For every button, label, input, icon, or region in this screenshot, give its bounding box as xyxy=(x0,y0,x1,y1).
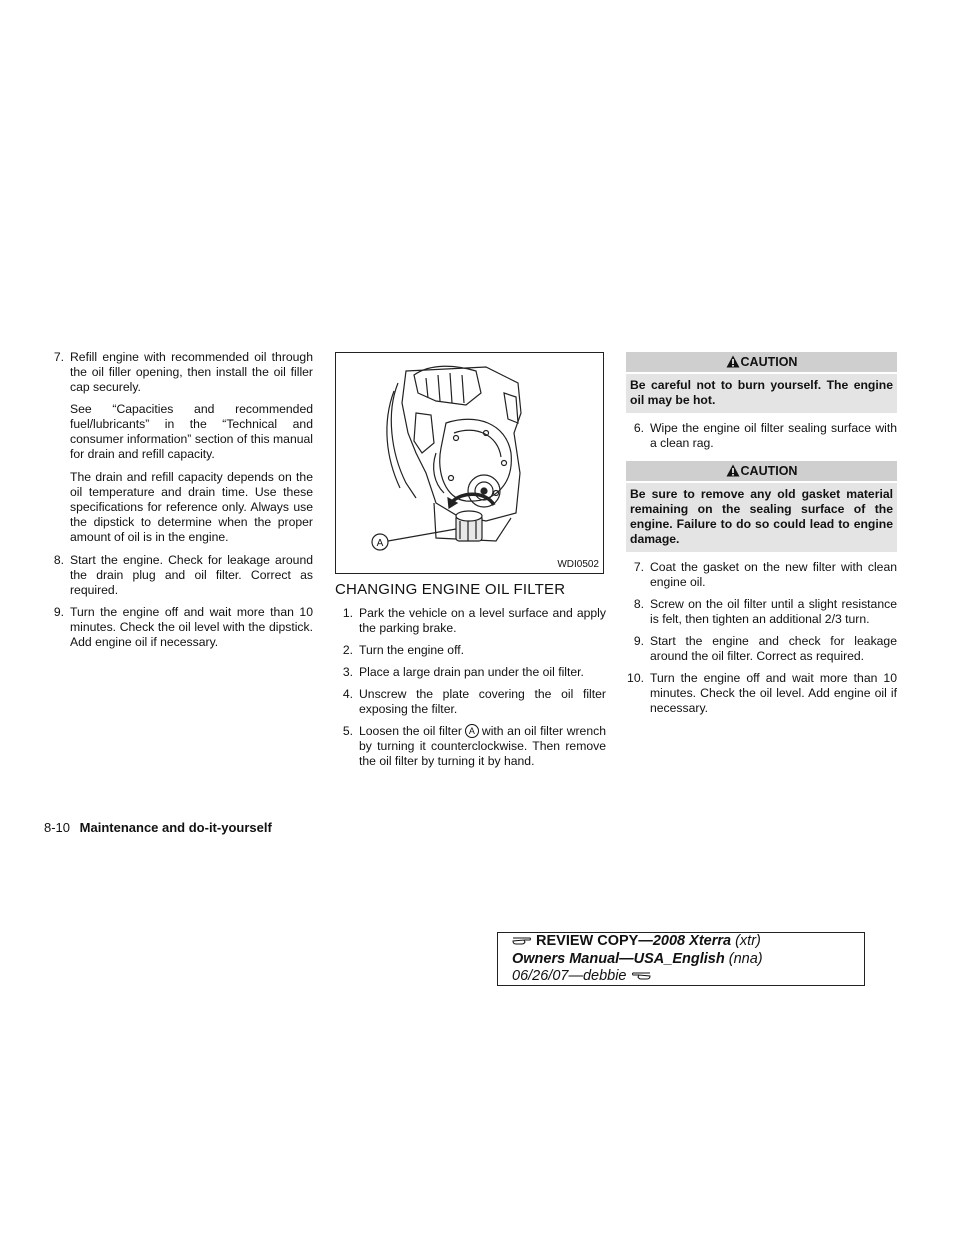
warning-triangle-icon xyxy=(726,354,740,374)
callout-label-a: A xyxy=(376,538,384,549)
step-10 xyxy=(626,671,897,716)
caution-text: Be careful not to burn yourself. The engine oil may be hot. xyxy=(626,374,897,413)
step-text: Place a large drain pan under the oil filter. xyxy=(359,665,584,679)
step-number: 6. xyxy=(633,421,644,435)
caution-box-gasket xyxy=(626,461,897,552)
right-column xyxy=(626,352,897,723)
step-number: 7. xyxy=(633,560,644,574)
step-2 xyxy=(335,643,606,658)
step-9 xyxy=(626,634,897,664)
step-6 xyxy=(626,421,897,451)
step-number: 5. xyxy=(342,724,353,738)
drain-capacity-note: The drain and refill capacity depends on the oil temperature and drain time. Use these specifications for reference only. Always use the dipstick to determine when the proper amount of oil is in the engine. xyxy=(70,470,313,544)
step-text: Turn the engine off and wait more than 10 minutes. Check the oil level. Add engine oil if necessary. xyxy=(650,671,897,715)
step-8 xyxy=(626,597,897,627)
engine-drawing xyxy=(336,353,603,573)
step-7 xyxy=(626,560,897,590)
section-name: Maintenance and do-it-yourself xyxy=(79,820,272,835)
middle-column xyxy=(335,352,606,776)
figure-code: WDI0502 xyxy=(557,559,599,570)
step-5 xyxy=(335,724,606,769)
step-text: Coat the gasket on the new filter with clean engine oil. xyxy=(650,560,897,589)
step-number: 9. xyxy=(633,634,644,648)
step-8 xyxy=(46,553,313,598)
step-text: Start the engine and check for leakage around the oil filter. Correct as required. xyxy=(650,634,897,663)
engine-illustration xyxy=(335,352,604,574)
review-copy-stamp xyxy=(497,932,865,986)
pointing-hand-right-icon xyxy=(512,934,532,951)
step-text: Screw on the oil filter until a slight resistance is felt, then tighten an additional 2/3 turn. xyxy=(650,597,897,626)
caution-title: CAUTION xyxy=(740,355,798,369)
step-7 xyxy=(46,350,313,395)
step-number: 2. xyxy=(342,643,353,657)
caution-box-burn xyxy=(626,352,897,413)
step-text: Park the vehicle on a level surface and apply the parking brake. xyxy=(359,606,606,635)
caution-title: CAUTION xyxy=(740,464,798,478)
step-1 xyxy=(335,606,606,636)
step-number: 3. xyxy=(342,665,353,679)
step-text: Turn the engine off and wait more than 10 minutes. Check the oil level with the dipstick. Add engine oil if necessary. xyxy=(70,605,313,649)
review-label: REVIEW COPY— xyxy=(536,933,653,949)
review-region-code: (nna) xyxy=(724,951,763,967)
page-footer xyxy=(44,820,272,835)
pointing-hand-left-icon xyxy=(631,969,651,986)
warning-triangle-icon xyxy=(726,463,740,483)
step-text: Unscrew the plate covering the oil filter exposing the filter. xyxy=(359,687,606,716)
review-line-3 xyxy=(512,968,864,986)
review-line-2 xyxy=(512,951,864,968)
review-date-author: 06/26/07—debbie xyxy=(512,968,627,984)
review-model-code: (xtr) xyxy=(731,933,761,949)
step-number: 4. xyxy=(342,687,353,701)
step-number: 9. xyxy=(53,605,64,619)
step-number: 8. xyxy=(53,553,64,567)
left-column xyxy=(46,350,313,657)
review-manual: Owners Manual—USA_English xyxy=(512,951,725,967)
step-3 xyxy=(335,665,606,680)
step-9 xyxy=(46,605,313,650)
caution-header xyxy=(626,352,897,372)
page-number: 8-10 xyxy=(44,820,71,835)
step-4 xyxy=(335,687,606,717)
step-text: Refill engine with recommended oil through the oil filler opening, then install the oil filler cap securely. xyxy=(70,350,313,394)
step-text: Start the engine. Check for leakage around the drain plug and oil filter. Correct as required. xyxy=(70,553,313,597)
section-title: CHANGING ENGINE OIL FILTER xyxy=(335,581,566,598)
step-text: Turn the engine off. xyxy=(359,643,465,657)
caution-header xyxy=(626,461,897,481)
step-text-post: with an oil filter wrench by turning it counterclockwise. Then remove the oil filter by turning it by hand. xyxy=(359,724,606,768)
review-line-1 xyxy=(512,933,864,951)
step-text-pre: Loosen the oil filter xyxy=(359,724,462,738)
step-text: Wipe the engine oil filter sealing surface with a clean rag. xyxy=(650,421,897,450)
callout-a-marker: A xyxy=(465,724,479,738)
caution-text: Be sure to remove any old gasket material remaining on the sealing surface of the engine. Failure to do so could lead to engine damage. xyxy=(626,483,897,552)
step-number: 10. xyxy=(627,671,644,685)
step-number: 8. xyxy=(633,597,644,611)
capacity-note: See “Capacities and recommended fuel/lubricants” in the “Technical and consumer information” section of this manual for drain and refill capacity. xyxy=(70,402,313,461)
step-number: 1. xyxy=(342,606,353,620)
review-model: 2008 Xterra xyxy=(652,933,732,949)
step-number: 7. xyxy=(53,350,64,364)
